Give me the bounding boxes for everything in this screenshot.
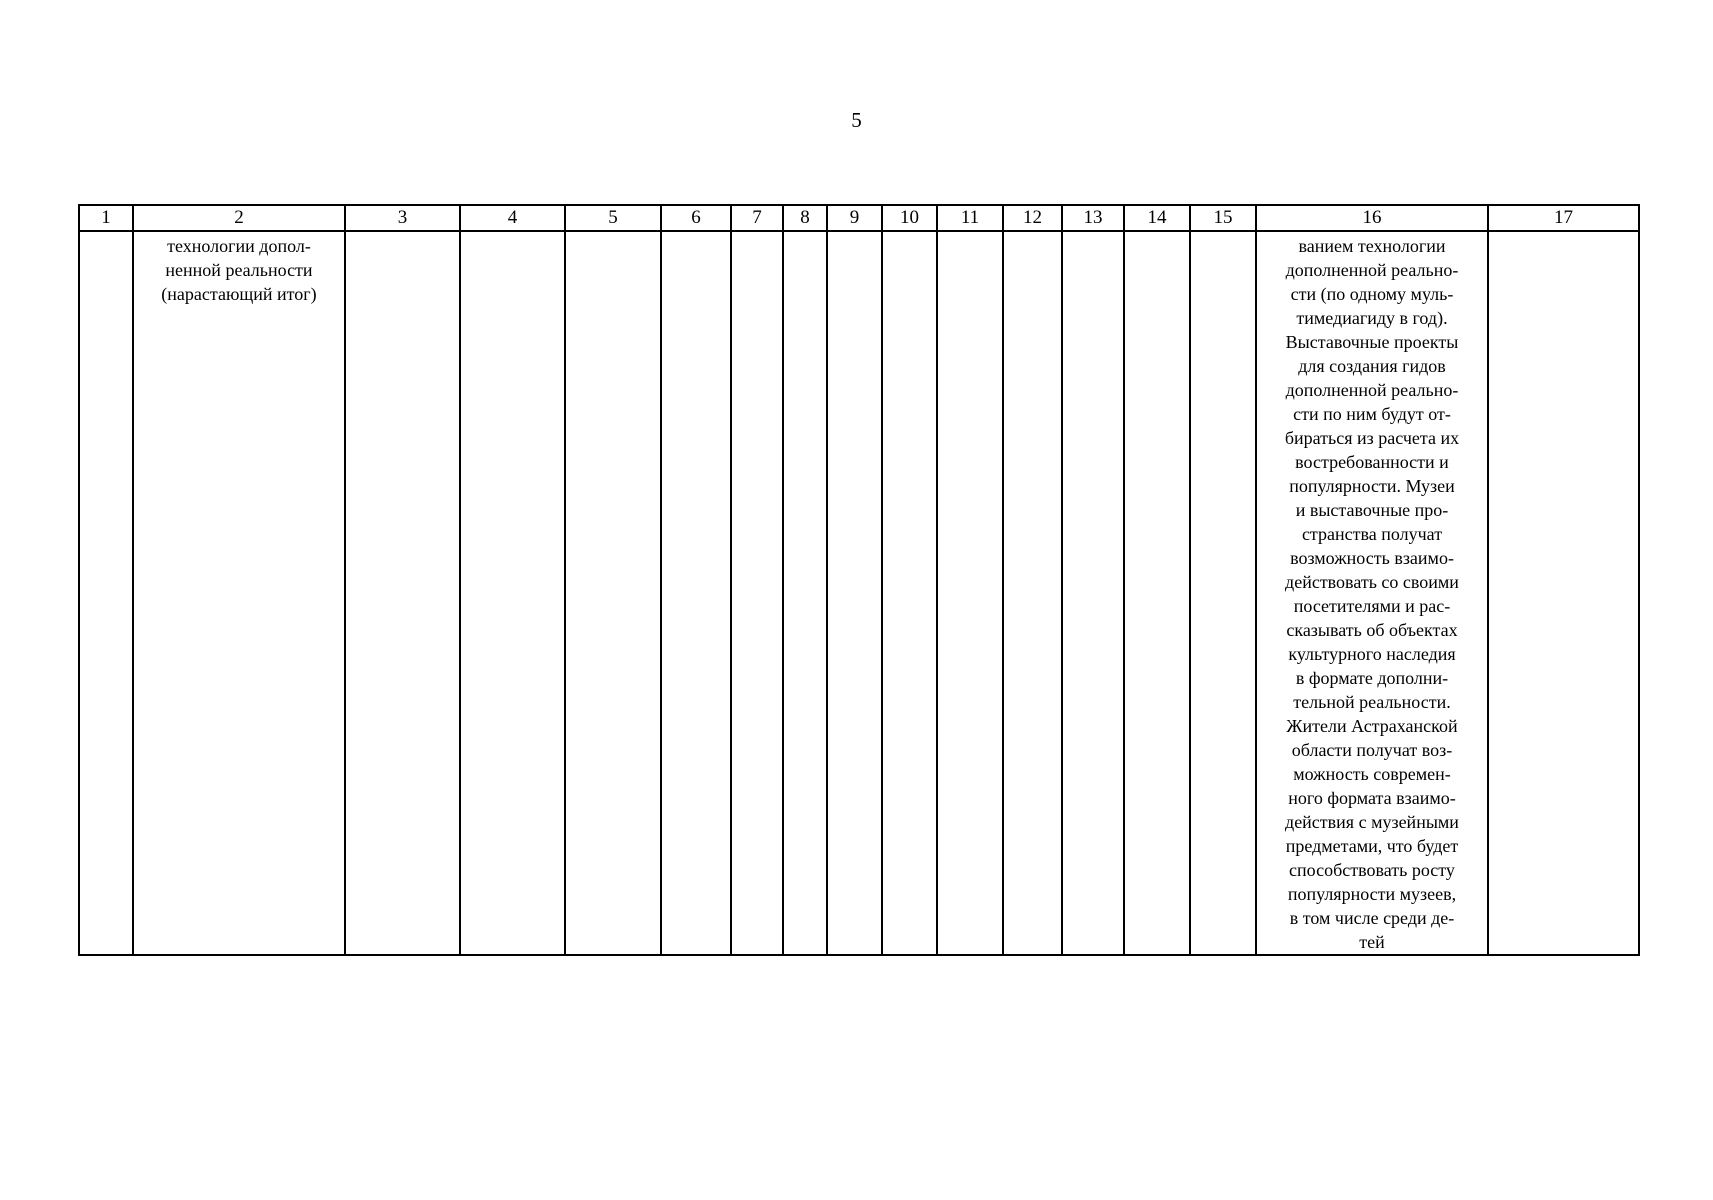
column-header: 13	[1062, 205, 1124, 231]
table-cell	[1124, 231, 1190, 955]
description-text-line: области получат воз-	[1291, 740, 1453, 760]
description-text-line: в формате дополни-	[1295, 668, 1449, 688]
indicator-text-line: технологии допол-	[167, 236, 311, 256]
table-cell-indicator	[133, 231, 345, 955]
description-text-line: культурного наследия	[1288, 644, 1456, 664]
description-text-line: сти (по одному муль-	[1290, 284, 1454, 304]
table-cell	[1488, 231, 1639, 955]
table-cell	[79, 231, 133, 955]
description-text-line: возможность взаимо-	[1290, 548, 1454, 568]
column-header: 15	[1190, 205, 1256, 231]
column-header: 8	[783, 205, 827, 231]
description-text-line: и выставочные про-	[1295, 500, 1449, 520]
table-cell	[345, 231, 460, 955]
column-header: 7	[731, 205, 783, 231]
table-cell	[661, 231, 731, 955]
description-text-line: можность современ-	[1293, 764, 1451, 784]
column-header: 12	[1003, 205, 1062, 231]
indicator-text-line: ненной реальности	[165, 260, 313, 280]
table-cell	[460, 231, 565, 955]
page-number: 5	[851, 108, 862, 132]
table-cell	[1062, 231, 1124, 955]
table-row	[79, 231, 1639, 955]
description-text-line: сти по ним будут от-	[1293, 404, 1451, 424]
table-cell	[937, 231, 1003, 955]
description-text-line: в том числе среди де-	[1289, 908, 1455, 928]
description-text-line: странства получат	[1301, 524, 1443, 544]
description-text-line: тельной реальности.	[1293, 692, 1451, 712]
description-text-line: популярности музеев,	[1287, 884, 1457, 904]
column-header: 11	[937, 205, 1003, 231]
table-cell	[783, 231, 827, 955]
description-text-line: бираться из расчета их	[1284, 428, 1460, 448]
column-header: 16	[1256, 205, 1488, 231]
description-text-line: тей	[1359, 932, 1385, 952]
column-header: 1	[79, 205, 133, 231]
description-text-line: тимедиагиду в год).	[1296, 308, 1448, 328]
column-header: 6	[661, 205, 731, 231]
table-cell	[827, 231, 882, 955]
table-cell	[1190, 231, 1256, 955]
table-cell	[565, 231, 661, 955]
description-text-line: сказывать об объектах	[1286, 620, 1458, 640]
table-cell	[882, 231, 937, 955]
table-cell-description	[1256, 231, 1488, 955]
description-text-line: популярности. Музеи	[1289, 476, 1455, 496]
table-cell	[1003, 231, 1062, 955]
description-text-line: востребованности и	[1295, 452, 1449, 472]
description-text-line: Выставочные проекты	[1285, 332, 1459, 352]
description-text-line: Жители Астраханской	[1286, 716, 1458, 736]
column-header: 5	[565, 205, 661, 231]
header-row	[79, 205, 1639, 231]
description-text-line: способствовать росту	[1289, 860, 1455, 880]
description-text-line: дополненной реально-	[1285, 380, 1459, 400]
description-text-line: для создания гидов	[1298, 356, 1446, 376]
indicator-text-line: (нарастающий итог)	[161, 284, 317, 304]
column-header: 14	[1124, 205, 1190, 231]
description-text-line: предметами, что будет	[1285, 836, 1459, 856]
description-text-line: посетителями и рас-	[1293, 596, 1451, 616]
description-text-line: ного формата взаимо-	[1288, 788, 1456, 808]
data-table	[78, 204, 1640, 956]
column-header: 3	[345, 205, 460, 231]
description-text-line: действовать со своими	[1285, 572, 1459, 592]
column-header: 2	[133, 205, 345, 231]
description-text-line: дополненной реально-	[1285, 260, 1459, 280]
column-header: 9	[827, 205, 882, 231]
table-cell	[731, 231, 783, 955]
description-text-line: ванием технологии	[1298, 236, 1446, 256]
column-header: 17	[1488, 205, 1639, 231]
column-header: 4	[460, 205, 565, 231]
description-text-line: действия с музейными	[1285, 812, 1459, 832]
column-header: 10	[882, 205, 937, 231]
